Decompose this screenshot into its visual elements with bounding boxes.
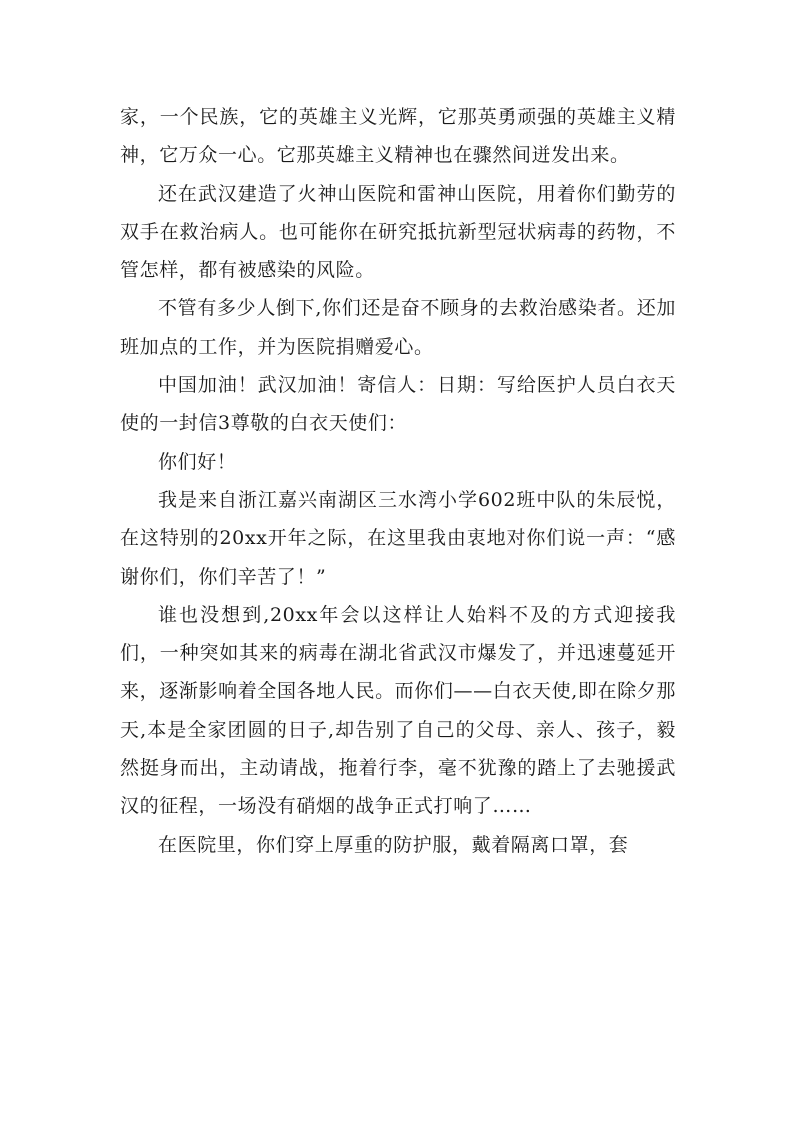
paragraph-1: 家，一个民族，它的英雄主义光辉，它那英勇顽强的英雄主义精神，它万众一心。它那英雄主义精神也在骤然间迸发出来。 bbox=[120, 106, 676, 167]
paragraph-3: 不管有多少人倒下,你们还是奋不顾身的去救治感染者。还加班加点的工作，并为医院捐赠爱心。 bbox=[120, 297, 676, 358]
letter-body bbox=[120, 98, 676, 864]
paragraph-7: 在医院里，你们穿上厚重的防护服，戴着隔离口罩，套 bbox=[158, 833, 629, 856]
greeting: 你们好！ bbox=[158, 450, 237, 473]
paragraph-4: 中国加油！武汉加油！寄信人：日期：写给医护人员白衣天使的一封信3尊敬的白衣天使们： bbox=[120, 374, 676, 435]
paragraph-5: 我是来自浙江嘉兴南湖区三水湾小学602班中队的朱辰悦，在这特别的20xx开年之际，在这里我由衷地对你们说一声：“感谢你们，你们辛苦了！” bbox=[120, 488, 676, 588]
paragraph-2: 还在武汉建造了火神山医院和雷神山医院，用着你们勤劳的双手在救治病人。也可能你在研究抵抗新型冠状病毒的药物，不管怎样，都有被感染的风险。 bbox=[120, 182, 676, 282]
paragraph-6: 谁也没想到,20xx年会以这样让人始料不及的方式迎接我们，一种突如其来的病毒在湖北省武汉市爆发了，并迅速蔓延开来，逐渐影响着全国各地人民。而你们——白衣天使,即在除夕那天,本是全家团圆的日子,却告别了自己的父母、亲人、孩子，毅然挺身而出，主动请战，拖着行李，毫不犹豫的踏上了去驰援武汉的征程，一场没有硝烟的战争正式打响了…… bbox=[120, 603, 676, 818]
